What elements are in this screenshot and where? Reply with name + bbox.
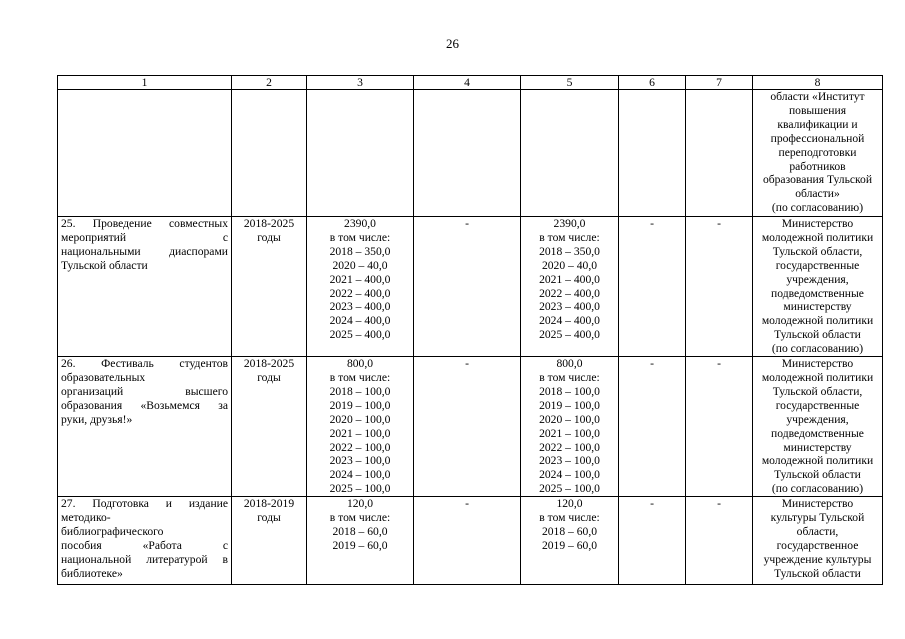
cell-line: 2019 – 60,0 <box>332 538 388 552</box>
cell-line: годы <box>257 511 281 525</box>
cell-dash: - <box>465 497 469 511</box>
column-number: 3 <box>307 76 414 90</box>
cell-line: 2019 – 60,0 <box>541 538 598 552</box>
measures-table <box>57 75 883 585</box>
cell-line: 2023 – 100,0 <box>539 454 600 468</box>
measure-name-cell <box>58 357 232 497</box>
cell-line: учреждение культуры <box>763 552 872 566</box>
cell-line: 2024 – 100,0 <box>539 468 600 482</box>
executors-cell <box>753 357 883 497</box>
measure-name-cell <box>58 217 232 357</box>
cell-line: 25. Проведение совместных <box>61 217 228 230</box>
cell-line: пособия «Работа с <box>61 538 228 552</box>
municipal-funding-cell <box>619 217 686 357</box>
cell-line: в том числе: <box>329 230 391 244</box>
cell-line: министерству <box>783 440 852 454</box>
cell-line: национальной литературой в <box>61 552 228 566</box>
cell-line: 2022 – 100,0 <box>329 440 391 454</box>
cell-line: 2023 – 100,0 <box>329 454 391 468</box>
cell-line: молодежной политики <box>761 454 874 468</box>
cell-line: 2023 – 400,0 <box>329 300 391 314</box>
cell-line: 2018-2025 <box>243 357 295 371</box>
cell-line: культуры Тульской <box>770 511 865 525</box>
cell-line: области» <box>795 187 840 201</box>
cell-line: в том числе: <box>329 370 391 384</box>
cell-line: организаций высшего <box>61 384 228 398</box>
column-number: 7 <box>686 76 753 90</box>
cell-line: (по согласованию) <box>771 201 864 215</box>
period-cell <box>232 90 307 217</box>
cell-line: национальными диаспорами <box>61 244 228 258</box>
cell-line: 2018 – 60,0 <box>332 524 388 538</box>
measure-name-cell <box>58 497 232 585</box>
cell-line: учреждения, <box>786 412 849 426</box>
cell-line: образовательных <box>61 370 146 384</box>
cell-line: образования Тульской <box>762 173 873 187</box>
cell-dash: - <box>465 357 469 371</box>
table-row-25 <box>58 217 883 357</box>
cell-line: 2023 – 400,0 <box>539 300 600 314</box>
period-cell <box>232 497 307 585</box>
cell-line: 2021 – 100,0 <box>539 426 600 440</box>
cell-line: молодежной политики <box>761 370 874 384</box>
cell-line: 2019 – 100,0 <box>329 398 391 412</box>
cell-line: профессиональной <box>770 131 865 145</box>
regional-funding-cell <box>521 217 619 357</box>
cell-line: 2018 – 350,0 <box>329 244 391 258</box>
cell-dash: - <box>717 357 721 371</box>
total-funding-cell <box>307 90 414 217</box>
measure-name-cell <box>58 90 232 217</box>
cell-line: учреждения, <box>786 272 849 286</box>
cell-line: 2025 – 100,0 <box>539 482 600 496</box>
cell-line: (по согласованию) <box>771 482 864 496</box>
executors-cell <box>753 217 883 357</box>
table-row-27 <box>58 497 883 585</box>
cell-line: 2018-2025 <box>243 217 295 230</box>
cell-line: подведомственные <box>771 426 864 440</box>
cell-line: 2022 – 100,0 <box>539 440 600 454</box>
cell-line: 2390,0 <box>553 217 586 230</box>
cell-line: библиографического <box>61 524 164 538</box>
cell-line: в том числе: <box>539 230 600 244</box>
cell-line: в том числе: <box>329 511 391 525</box>
other-funding-cell <box>686 90 753 217</box>
municipal-funding-cell <box>619 497 686 585</box>
other-funding-cell <box>686 217 753 357</box>
cell-line: 2025 – 100,0 <box>329 482 391 496</box>
cell-line: переподготовки <box>778 145 857 159</box>
cell-line: Тульской области <box>774 468 861 482</box>
federal-funding-cell <box>414 497 521 585</box>
regional-funding-cell <box>521 497 619 585</box>
column-number-row <box>58 76 883 90</box>
cell-line: 2018 – 100,0 <box>329 384 391 398</box>
column-number: 5 <box>521 76 619 90</box>
cell-line: 2022 – 400,0 <box>539 286 600 300</box>
table-row-continuation <box>58 90 883 217</box>
column-number: 1 <box>58 76 232 90</box>
cell-line: государственное <box>776 538 859 552</box>
cell-line: 2019 – 100,0 <box>539 398 600 412</box>
cell-line: (по согласованию) <box>771 342 864 356</box>
cell-line: 2018 – 350,0 <box>539 244 600 258</box>
cell-line: 800,0 <box>556 357 583 371</box>
column-number: 6 <box>619 76 686 90</box>
cell-line: 26. Фестиваль студентов <box>61 357 228 371</box>
cell-line: в том числе: <box>539 511 600 525</box>
cell-dash: - <box>650 497 654 511</box>
cell-line: повышения <box>788 103 847 117</box>
cell-line: молодежной политики <box>761 314 874 328</box>
cell-line: государственные <box>775 398 860 412</box>
cell-line: работников <box>789 159 846 173</box>
cell-line: 2021 – 100,0 <box>329 426 391 440</box>
cell-line: 2390,0 <box>344 217 376 230</box>
cell-line: Тульской области, <box>772 244 863 258</box>
cell-line: 2021 – 400,0 <box>329 272 391 286</box>
cell-line: в том числе: <box>539 370 600 384</box>
column-number: 4 <box>414 76 521 90</box>
page-number: 26 <box>446 36 459 51</box>
cell-line: 27. Подготовка и издание <box>61 497 228 511</box>
cell-line: библиотеке» <box>61 566 123 580</box>
table-row-26 <box>58 357 883 497</box>
cell-line: области «Институт <box>770 90 865 103</box>
executors-cell <box>753 90 883 217</box>
executors-cell <box>753 497 883 585</box>
cell-line: 2022 – 400,0 <box>329 286 391 300</box>
cell-line: подведомственные <box>771 286 864 300</box>
cell-line: министерству <box>783 300 852 314</box>
municipal-funding-cell <box>619 357 686 497</box>
cell-line: 2020 – 40,0 <box>541 258 598 272</box>
period-cell <box>232 217 307 357</box>
cell-dash: - <box>717 217 721 230</box>
cell-line: руки, друзья!» <box>61 412 133 426</box>
federal-funding-cell <box>414 217 521 357</box>
cell-line: области, <box>796 524 839 538</box>
cell-line: методико- <box>61 511 111 525</box>
column-number: 8 <box>753 76 883 90</box>
cell-line: 800,0 <box>346 357 374 371</box>
cell-line: 120,0 <box>556 497 583 511</box>
cell-line: молодежной политики <box>761 230 874 244</box>
cell-line: образования «Возьмемся за <box>61 398 228 412</box>
cell-line: государственные <box>775 258 860 272</box>
period-cell <box>232 357 307 497</box>
cell-line: годы <box>257 370 281 384</box>
cell-dash: - <box>650 217 654 230</box>
cell-line: годы <box>257 230 281 244</box>
other-funding-cell <box>686 497 753 585</box>
cell-line: 2020 – 100,0 <box>539 412 600 426</box>
cell-line: Тульской области <box>774 328 861 342</box>
cell-line: 2018-2019 <box>243 497 295 511</box>
cell-line: 2024 – 100,0 <box>329 468 391 482</box>
cell-line: 2024 – 400,0 <box>539 314 600 328</box>
other-funding-cell <box>686 357 753 497</box>
total-funding-cell <box>307 217 414 357</box>
cell-line: 2025 – 400,0 <box>329 328 391 342</box>
cell-dash: - <box>465 217 469 230</box>
column-number: 2 <box>232 76 307 90</box>
cell-line: 2025 – 400,0 <box>539 328 600 342</box>
cell-line: 2021 – 400,0 <box>539 272 600 286</box>
cell-line: 2018 – 60,0 <box>541 524 598 538</box>
regional-funding-cell <box>521 357 619 497</box>
federal-funding-cell <box>414 90 521 217</box>
cell-dash: - <box>650 357 654 371</box>
cell-line: Тульской области <box>774 566 861 580</box>
total-funding-cell <box>307 357 414 497</box>
cell-line: 2020 – 40,0 <box>332 258 388 272</box>
cell-line: Министерство <box>781 497 854 511</box>
cell-line: 120,0 <box>346 497 374 511</box>
cell-line: Тульской области, <box>772 384 863 398</box>
cell-line: квалификации и <box>777 117 858 131</box>
cell-line: Министерство <box>781 217 854 230</box>
regional-funding-cell <box>521 90 619 217</box>
cell-line: Министерство <box>781 357 854 371</box>
cell-line: 2020 – 100,0 <box>329 412 391 426</box>
cell-line: 2018 – 100,0 <box>539 384 600 398</box>
cell-line: 2024 – 400,0 <box>329 314 391 328</box>
municipal-funding-cell <box>619 90 686 217</box>
cell-line: мероприятий с <box>61 230 228 244</box>
total-funding-cell <box>307 497 414 585</box>
cell-dash: - <box>717 497 721 511</box>
federal-funding-cell <box>414 357 521 497</box>
cell-line: Тульской области <box>61 258 148 272</box>
